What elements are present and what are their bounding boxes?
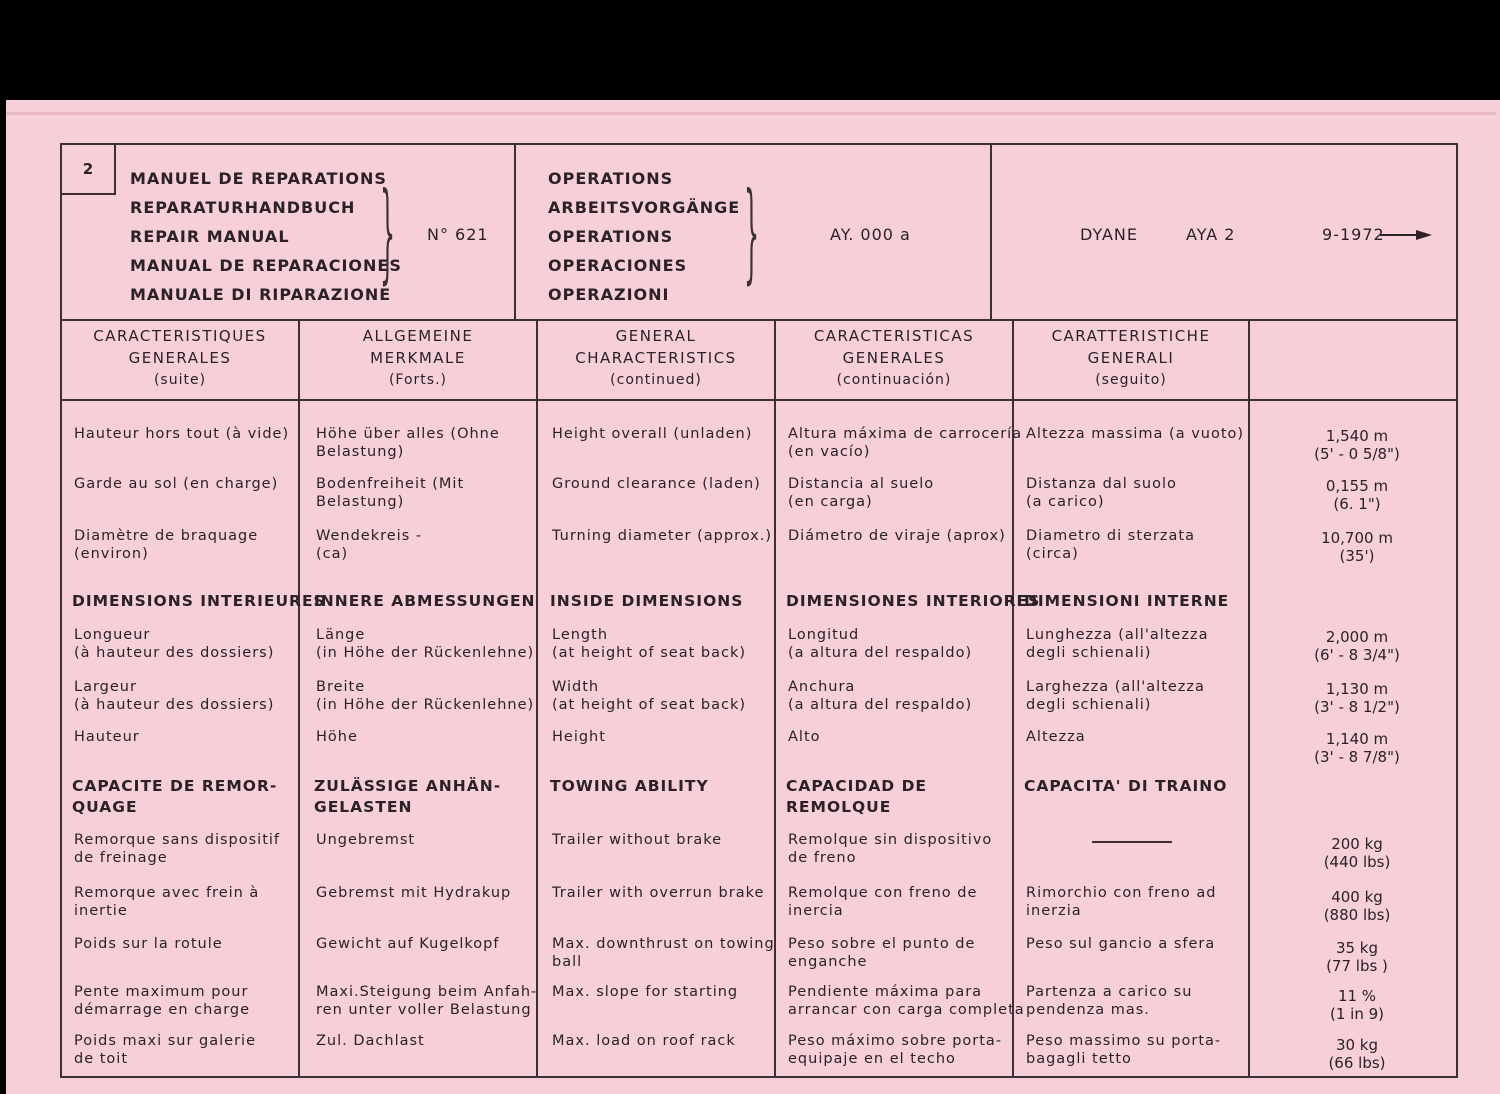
spec-label-fr	[74, 527, 258, 563]
cell-line: CAPACITA' DI TRAINO	[1024, 777, 1228, 795]
value-line: (440 lbs)	[1323, 853, 1391, 871]
spec-label-de	[316, 425, 500, 461]
cell-line: Length	[552, 627, 609, 643]
column-title: GENERALES	[128, 349, 232, 367]
cell-line: (a altura del respaldo)	[788, 697, 973, 713]
section-heading-es	[786, 591, 1040, 612]
manual-title-cell	[62, 145, 516, 319]
cell-line: pendenza mas.	[1026, 1002, 1150, 1018]
column-title: CARACTERISTICAS	[813, 327, 975, 345]
spec-label-fr	[74, 626, 274, 662]
manual-title-it: MANUALE DI RIPARAZIONE	[130, 285, 392, 304]
cell-line: (at height of seat back)	[552, 697, 747, 713]
spec-label-de	[316, 475, 464, 511]
column-title: CARATTERISTICHE	[1051, 327, 1211, 345]
cell-line: Trailer without brake	[552, 832, 723, 848]
cell-line: ZULÄSSIGE ANHÄN-	[314, 777, 502, 795]
cell-line: arrancar con carga completa	[788, 1002, 1025, 1018]
cell-line: Max. downthrust on towing	[552, 936, 775, 952]
column-header-de	[300, 325, 536, 399]
cell-line: Maxi.Steigung beim Anfah-	[316, 984, 538, 1000]
value-line: (6' - 8 3/4")	[1314, 646, 1400, 664]
cell-line: enganche	[788, 954, 868, 970]
spec-label-fr	[74, 884, 259, 920]
cell-line: (at height of seat back)	[552, 645, 747, 661]
section-heading-de	[314, 591, 536, 612]
brace-left: }	[380, 170, 396, 295]
spec-label-en	[552, 527, 772, 545]
cell-line: Bodenfreiheit (Mit	[316, 476, 465, 492]
brace-middle: }	[744, 170, 760, 295]
cell-line: (a altura del respaldo)	[788, 645, 973, 661]
spec-label-fr	[74, 831, 280, 867]
operation-title-de: ARBEITSVORGÄNGE	[548, 198, 741, 217]
operation-title-fr: OPERATIONS	[548, 169, 674, 188]
cell-line: Remorque sans dispositif	[74, 832, 281, 848]
cell-line: ball	[552, 954, 583, 970]
cell-line: Wendekreis -	[316, 528, 423, 544]
value-line: (3' - 8 1/2")	[1314, 698, 1400, 716]
spec-label-en	[552, 728, 606, 746]
spec-value	[1252, 835, 1462, 871]
column-title: CARACTERISTIQUES	[93, 327, 267, 345]
spec-label-de	[316, 626, 534, 662]
column-title: GENERAL	[615, 327, 697, 345]
page-header	[60, 143, 1458, 321]
value-line: (35')	[1339, 547, 1375, 565]
cell-line: Altezza	[1026, 729, 1086, 745]
spec-label-it	[1026, 1032, 1221, 1068]
spec-value	[1252, 1036, 1462, 1072]
cell-line: (circa)	[1026, 546, 1079, 562]
value-line: 1,540 m	[1325, 427, 1389, 445]
cell-line: Hauteur	[74, 729, 140, 745]
spec-label-de	[316, 678, 534, 714]
cell-line: Poids sur la rotule	[74, 936, 223, 952]
value-line: 11 %	[1337, 987, 1377, 1005]
cell-line: Ungebremst	[316, 832, 416, 848]
operation-code: AY. 000 a	[830, 225, 911, 244]
cell-line: Peso sul gancio a sfera	[1026, 936, 1216, 952]
spec-label-it	[1026, 527, 1195, 563]
spec-label-fr	[74, 935, 223, 953]
spec-label-es	[788, 831, 992, 867]
column-divider	[298, 321, 300, 1076]
operation-title-es: OPERACIONES	[548, 256, 688, 275]
spec-label-en	[552, 1032, 736, 1050]
cell-line: Belastung)	[316, 494, 405, 510]
spec-label-en	[552, 884, 764, 902]
header-divider	[62, 399, 1456, 401]
arrow-right-icon	[1380, 227, 1432, 243]
cell-line: ren unter voller Belastung	[316, 1002, 532, 1018]
cell-line: (in Höhe der Rückenlehne)	[316, 645, 535, 661]
column-header-fr	[62, 325, 298, 399]
cell-line: Pente maximum pour	[74, 984, 249, 1000]
value-line: (66 lbs)	[1328, 1054, 1386, 1072]
spec-label-es	[788, 1032, 1002, 1068]
cell-line: GELASTEN	[314, 798, 413, 816]
edition-date: 9-1972	[1322, 225, 1385, 244]
cell-line: Max. load on roof rack	[552, 1033, 736, 1049]
cell-line: Larghezza (all'altezza	[1026, 679, 1205, 695]
cell-line: INNERE ABMESSUNGEN	[314, 592, 536, 610]
spec-label-it	[1026, 425, 1244, 443]
spec-label-es	[788, 678, 972, 714]
cell-line: Altura máxima de carrocería	[788, 426, 1023, 442]
cell-line: (en carga)	[788, 494, 873, 510]
spec-label-es	[788, 626, 972, 662]
manual-title-list	[130, 169, 402, 314]
cell-line: Turning diameter (approx.)	[552, 528, 772, 544]
value-line: 1,130 m	[1325, 680, 1389, 698]
spec-label-it	[1026, 678, 1205, 714]
value-line: (880 lbs)	[1323, 906, 1391, 924]
value-line: (3' - 8 7/8")	[1314, 748, 1400, 766]
page-number: 2	[62, 145, 116, 195]
model-name: DYANE	[1080, 225, 1138, 244]
value-line: 400 kg	[1331, 888, 1383, 906]
operation-title-list	[548, 169, 740, 314]
spec-label-fr	[74, 678, 274, 714]
cell-line: Max. slope for starting	[552, 984, 739, 1000]
spec-label-de	[316, 935, 499, 953]
column-subtitle: (suite)	[153, 372, 207, 388]
spec-label-es	[788, 475, 934, 511]
not-applicable-dash	[1092, 841, 1172, 843]
operation-title-en: OPERATIONS	[548, 227, 674, 246]
value-line: 0,155 m	[1325, 477, 1389, 495]
cell-line: démarrage en charge	[74, 1002, 251, 1018]
cell-line: Remorque avec frein à	[74, 885, 260, 901]
cell-line: (à hauteur des dossiers)	[74, 697, 275, 713]
column-title: GENERALES	[842, 349, 946, 367]
cell-line: Gewicht auf Kugelkopf	[316, 936, 500, 952]
section-heading-fr	[72, 591, 326, 612]
spec-label-en	[552, 678, 746, 714]
spec-label-it	[1026, 475, 1177, 511]
spec-label-de	[316, 983, 537, 1019]
spec-label-es	[788, 935, 975, 971]
column-title: CHARACTERISTICS	[575, 349, 737, 367]
operations-cell	[514, 145, 992, 319]
cell-line: (ca)	[316, 546, 349, 562]
cell-line: Alto	[788, 729, 821, 745]
section-heading-de	[314, 776, 501, 818]
spec-label-en	[552, 425, 752, 443]
cell-line: Länge	[316, 627, 366, 643]
spec-label-de	[316, 728, 358, 746]
spec-value	[1252, 730, 1462, 766]
spec-label-en	[552, 626, 746, 662]
cell-line: (environ)	[74, 546, 149, 562]
spec-label-de	[316, 884, 511, 902]
spec-value	[1252, 888, 1462, 924]
cell-line: degli schienali)	[1026, 645, 1152, 661]
cell-line: Zul. Dachlast	[316, 1033, 425, 1049]
column-subtitle: (seguito)	[1095, 372, 1167, 388]
cell-line: equipaje en el techo	[788, 1051, 956, 1067]
cell-line: Peso sobre el punto de	[788, 936, 976, 952]
spec-label-en	[552, 983, 738, 1001]
cell-line: QUAGE	[72, 798, 138, 816]
manual-title-fr: MANUEL DE REPARATIONS	[130, 169, 387, 188]
spec-label-it	[1026, 983, 1192, 1019]
cell-line: Poids maxi sur galerie	[74, 1033, 256, 1049]
value-line: 10,700 m	[1321, 529, 1393, 547]
cell-line: Largeur	[74, 679, 137, 695]
cell-line: Longitud	[788, 627, 860, 643]
cell-line: Höhe über alles (Ohne	[316, 426, 500, 442]
model-code: AYA 2	[1186, 225, 1236, 244]
manual-title-es: MANUAL DE REPARACIONES	[130, 256, 402, 275]
spec-value	[1252, 427, 1462, 463]
cell-line: REMOLQUE	[786, 798, 892, 816]
spec-label-fr	[74, 983, 250, 1019]
cell-line: Height	[552, 729, 606, 745]
cell-line: Höhe	[316, 729, 358, 745]
cell-line: de toit	[74, 1051, 129, 1067]
spec-value	[1252, 477, 1462, 513]
page-edge	[6, 112, 1496, 115]
spec-value	[1252, 939, 1462, 975]
column-subtitle: (Forts.)	[388, 372, 448, 388]
cell-line: Height overall (unladen)	[552, 426, 753, 442]
spec-value	[1252, 680, 1462, 716]
cell-line: bagagli tetto	[1026, 1051, 1132, 1067]
cell-line: Longueur	[74, 627, 151, 643]
section-heading-it	[1024, 776, 1227, 797]
spec-value	[1252, 529, 1462, 565]
value-line: 30 kg	[1335, 1036, 1379, 1054]
cell-line: de freinage	[74, 850, 168, 866]
cell-line: Garde au sol (en charge)	[74, 476, 279, 492]
column-header-es	[776, 325, 1012, 399]
cell-line: Remolque con freno de	[788, 885, 978, 901]
spec-label-fr	[74, 425, 289, 443]
spec-value	[1252, 628, 1462, 664]
column-title: GENERALI	[1087, 349, 1175, 367]
spec-label-fr	[74, 1032, 256, 1068]
column-header-en	[538, 325, 774, 399]
characteristics-table	[60, 321, 1458, 1078]
spec-label-es	[788, 884, 977, 920]
spec-label-fr	[74, 728, 140, 746]
operation-title-it: OPERAZIONI	[548, 285, 670, 304]
value-line: 200 kg	[1331, 835, 1383, 853]
cell-line: Peso massimo su porta-	[1026, 1033, 1222, 1049]
spec-label-it	[1026, 884, 1217, 920]
cell-line: Breite	[316, 679, 366, 695]
cell-line: DIMENSIONES INTERIORES	[786, 592, 1041, 610]
spec-label-es	[788, 527, 1006, 545]
cell-line: Anchura	[788, 679, 856, 695]
column-subtitle: (continued)	[610, 372, 702, 388]
cell-line: Ground clearance (laden)	[552, 476, 761, 492]
column-title: ALLGEMEINE	[362, 327, 474, 345]
value-line: 2,000 m	[1325, 628, 1389, 646]
column-subtitle: (continuación)	[836, 372, 952, 388]
spec-label-es	[788, 983, 1025, 1019]
section-heading-it	[1024, 591, 1229, 612]
spec-label-de	[316, 1032, 425, 1050]
cell-line: Trailer with overrun brake	[552, 885, 765, 901]
value-line: (6. 1")	[1333, 495, 1381, 513]
section-heading-fr	[72, 776, 277, 818]
manual-title-de: REPARATURHANDBUCH	[130, 198, 356, 217]
value-line: (5' - 0 5/8")	[1314, 445, 1400, 463]
cell-line: Width	[552, 679, 600, 695]
spec-value	[1252, 987, 1462, 1023]
cell-line: Pendiente máxima para	[788, 984, 983, 1000]
cell-line: Gebremst mit Hydrakup	[316, 885, 512, 901]
cell-line: TOWING ABILITY	[550, 777, 709, 795]
spec-label-es	[788, 728, 821, 746]
cell-line: Rimorchio con freno ad	[1026, 885, 1217, 901]
cell-line: Diámetro de viraje (aprox)	[788, 528, 1006, 544]
cell-line: Remolque sin dispositivo	[788, 832, 993, 848]
section-heading-en	[550, 591, 743, 612]
spec-label-de	[316, 831, 415, 849]
cell-line: inertie	[74, 903, 128, 919]
cell-line: (in Höhe der Rückenlehne)	[316, 697, 535, 713]
value-line: 35 kg	[1335, 939, 1379, 957]
cell-line: Diamètre de braquage	[74, 528, 259, 544]
section-heading-en	[550, 776, 709, 797]
manual-number: N° 621	[427, 225, 489, 244]
cell-line: (a carico)	[1026, 494, 1105, 510]
cell-line: DIMENSIONI INTERNE	[1024, 592, 1230, 610]
column-divider	[1248, 321, 1250, 1076]
spec-label-it	[1026, 728, 1086, 746]
cell-line: Altezza massima (a vuoto)	[1026, 426, 1245, 442]
cell-line: Peso máximo sobre porta-	[788, 1033, 1003, 1049]
value-line: 1,140 m	[1325, 730, 1389, 748]
cell-line: INSIDE DIMENSIONS	[550, 592, 744, 610]
section-heading-es	[786, 776, 927, 818]
cell-line: inerzia	[1026, 903, 1082, 919]
cell-line: CAPACITE DE REMOR-	[72, 777, 278, 795]
column-title: MERKMALE	[370, 349, 466, 367]
column-header-it	[1014, 325, 1248, 399]
column-divider	[536, 321, 538, 1076]
cell-line: de freno	[788, 850, 857, 866]
cell-line: Distancia al suelo	[788, 476, 935, 492]
cell-line: inercia	[788, 903, 844, 919]
spec-label-de	[316, 527, 422, 563]
value-line: (1 in 9)	[1329, 1005, 1384, 1023]
spec-label-en	[552, 831, 722, 849]
cell-line: CAPACIDAD DE	[786, 777, 928, 795]
cell-line: degli schienali)	[1026, 697, 1152, 713]
cell-line: Lunghezza (all'altezza	[1026, 627, 1209, 643]
spec-label-en	[552, 935, 775, 971]
spec-label-it	[1026, 626, 1208, 662]
cell-line: DIMENSIONS INTERIEURES	[72, 592, 326, 610]
cell-line: (en vacío)	[788, 444, 871, 460]
cell-line: Hauteur hors tout (à vide)	[74, 426, 290, 442]
cell-line: Belastung)	[316, 444, 405, 460]
cell-line: Diametro di sterzata	[1026, 528, 1195, 544]
manual-title-en: REPAIR MANUAL	[130, 227, 290, 246]
cell-line: (à hauteur des dossiers)	[74, 645, 275, 661]
spec-label-es	[788, 425, 1022, 461]
spec-label-it	[1026, 935, 1215, 953]
cell-line: Distanza dal suolo	[1026, 476, 1177, 492]
value-line: (77 lbs )	[1326, 957, 1388, 975]
spec-label-fr	[74, 475, 278, 493]
vehicle-cell	[990, 145, 1456, 319]
spec-label-en	[552, 475, 761, 493]
cell-line: Partenza a carico su	[1026, 984, 1193, 1000]
